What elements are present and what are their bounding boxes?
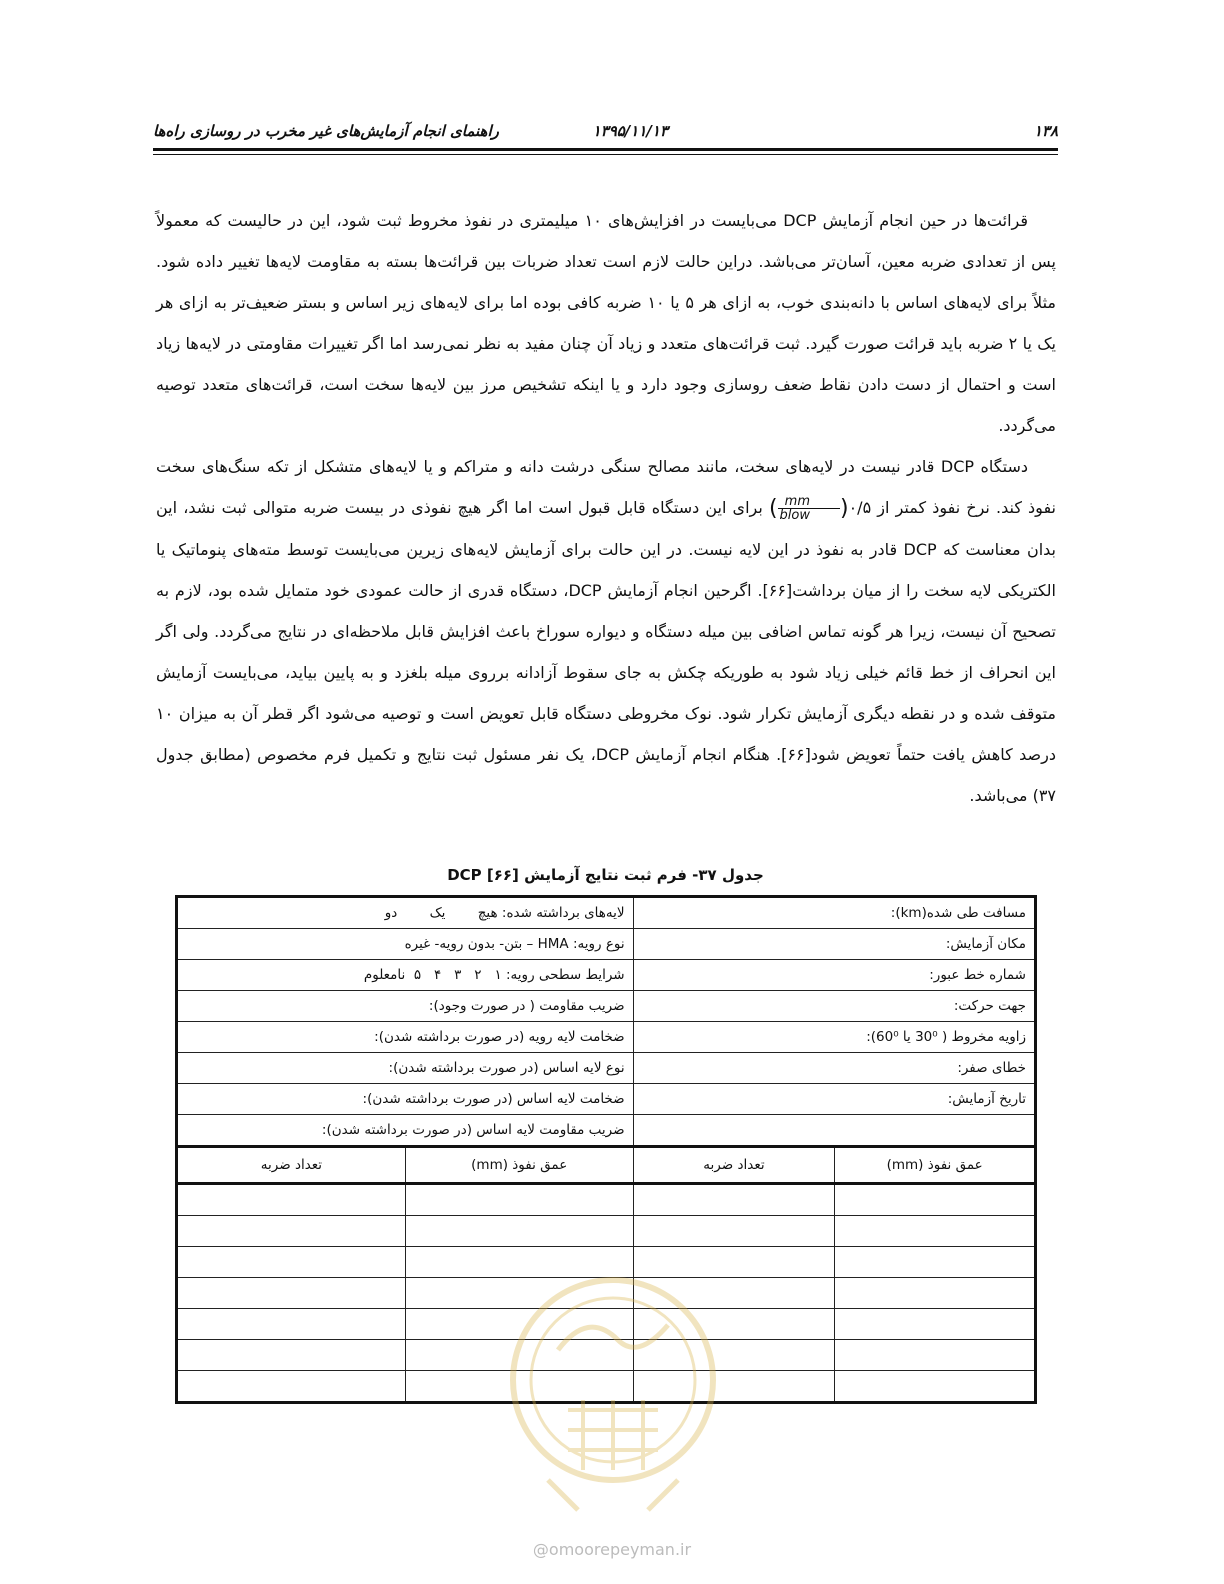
paragraph-2-part-2: برای این دستگاه قابل قبول است اما اگر هیچ نفوذی در بیست ضربه متوالی ثبت نشد، این بدان معناست که DCP قادر به نفوذ در این لایه نیست. در این حالت برای آزمایش لایه‌های زیرین می‌بایست توسط مته‌های پنوماتیک یا الکتریکی لایه سخت را از میان برداشت[۶۶]. اگرحین انجام آزمایش DCP، دستگاه قدری از حالت عمودی خود متمایل شده بود، لازم به تصحیح آن نیست، زیرا هر گونه تماس اضافی بین میله دستگاه و دیواره سوراخ باعث افزایش قابل ملاحظه‌ای در نتایج می‌گردد. ولی اگر این انحراف از خط قائم خیلی زیاد شود به طوریکه چکش به جای سقوط آزادانه برروی میله بلغزد و به پایین بیاید، می‌بایست آزمایش متوقف شده و در نقطه دیگری آزمایش تکرار شود. نوک مخروطی دستگاه قابل تعویض است و توصیه می‌شود اگر قطر آن به میزان ۱۰ درصد کاهش یافت حتماً تعویض شود[۶۶]. هنگام انجام آزمایش DCP، یک نفر مسئول ثبت نتایج و تکمیل فرم مخصوص (مطابق جدول ۳۷) می‌باشد. xyxy=(156,498,1057,805)
page-number: ۱۳۸ xyxy=(1033,122,1058,140)
form-field: جهت حرکت: xyxy=(633,991,1035,1022)
paragraph-2 xyxy=(156,446,1056,816)
form-row xyxy=(177,1022,1036,1053)
body-text xyxy=(156,200,1056,816)
frac-paren-open: ( xyxy=(839,496,849,521)
frac-paren-close: ) xyxy=(768,496,778,521)
fraction-numerator: mm xyxy=(778,495,840,509)
table-row xyxy=(177,1184,1036,1216)
fraction-denominator: blow xyxy=(779,508,810,523)
column-header: عمق نفوذ (mm) xyxy=(405,1147,633,1184)
footer-url: @omoorepeyman.ir xyxy=(532,1540,692,1559)
form-field: ضریب مقاومت لایه اساس (در صورت برداشته شدن): xyxy=(177,1115,634,1147)
form-field: مسافت طی شده(km): xyxy=(633,897,1035,929)
form-row xyxy=(177,1053,1036,1084)
paragraph-1: قرائت‌ها در حین انجام آزمایش DCP می‌بایست در افزایش‌های ۱۰ میلیمتری در نفوذ مخروط ثبت شود، این در حالیست که معمولاً پس از تعدادی ضربه معین، آسان‌تر می‌باشد. دراین حالت لازم است تعداد ضربات بین قرائت‌ها بسته به مقاومت لایه‌ها تغییر داده شود. مثلاً برای لایه‌های اساس با دانه‌بندی خوب، به ازای هر ۵ یا ۱۰ ضربه کافی بوده اما برای لایه‌های زیر اساس و بستر ضعیف‌تر به ازای هر یک یا ۲ ضربه باید قرائت صورت گیرد. ثبت قرائت‌های متعدد و زیاد آن چنان مفید به نظر نمی‌رسد اما اگر تغییرات مقاومتی در لایه‌ها زیاد است و احتمال از دست دادن نقاط ضعف روسازی وجود دارد و یا اینکه تشخیص مرز بین لایه‌ها سخت است، قرائت‌های متعدد توصیه می‌گردد. xyxy=(156,211,1057,435)
table-row xyxy=(177,1216,1036,1247)
page-header xyxy=(153,118,1058,146)
form-field: مکان آزمایش: xyxy=(633,929,1035,960)
form-field: خطای صفر: xyxy=(633,1053,1035,1084)
form-field: شماره خط عبور: xyxy=(633,960,1035,991)
watermark-seal-icon xyxy=(488,1270,738,1520)
form-row xyxy=(177,1115,1036,1147)
header-date: ۱۳۹۵/۱۱/۱۳ xyxy=(592,122,668,140)
table-caption: جدول ۳۷- فرم ثبت نتایج آزمایش DCP [۶۶] xyxy=(447,866,764,884)
table-header-row xyxy=(177,1147,1036,1184)
form-field: ضخامت لایه اساس (در صورت برداشته شدن): xyxy=(177,1084,634,1115)
form-field: ضریب مقاومت ( در صورت وجود): xyxy=(177,991,634,1022)
form-row xyxy=(177,929,1036,960)
header-rule-thin xyxy=(153,154,1058,155)
header-rule-thick xyxy=(153,148,1058,151)
rate-fraction xyxy=(778,495,840,522)
form-field: شرایط سطحی رویه: ۱ ۲ ۳ ۴ ۵ نامعلوم xyxy=(177,960,634,991)
column-header: تعداد ضربه xyxy=(633,1147,835,1184)
form-field: ضخامت لایه رویه (در صورت برداشته شدن): xyxy=(177,1022,634,1053)
form-row xyxy=(177,1084,1036,1115)
paragraph-2-part-1: دستگاه DCP قادر نیست در لایه‌های سخت، مانند مصالح سنگی درشت دانه و متراکم و یا لایه‌های متشکل از تکه سنگ‌های سخت نفوذ کند. نرخ نفوذ کمتر از ۰/۵ xyxy=(156,457,1056,517)
column-header: تعداد ضربه xyxy=(177,1147,406,1184)
form-field xyxy=(633,1115,1035,1147)
form-field: تاریخ آزمایش: xyxy=(633,1084,1035,1115)
form-row xyxy=(177,960,1036,991)
form-row xyxy=(177,991,1036,1022)
form-row xyxy=(177,897,1036,929)
column-header: عمق نفوذ (mm) xyxy=(835,1147,1036,1184)
form-field: نوع رویه: HMA – بتن- بدون رویه- غیره xyxy=(177,929,634,960)
form-field: لایه‌های برداشته شده: هیچ یک دو xyxy=(177,897,634,929)
header-title: راهنمای انجام آزمایش‌های غیر مخرب در روسازی راه‌ها xyxy=(153,122,499,140)
form-field: زاویه مخروط ( 30⁰ یا 60⁰): xyxy=(633,1022,1035,1053)
form-field: نوع لایه اساس (در صورت برداشته شدن): xyxy=(177,1053,634,1084)
